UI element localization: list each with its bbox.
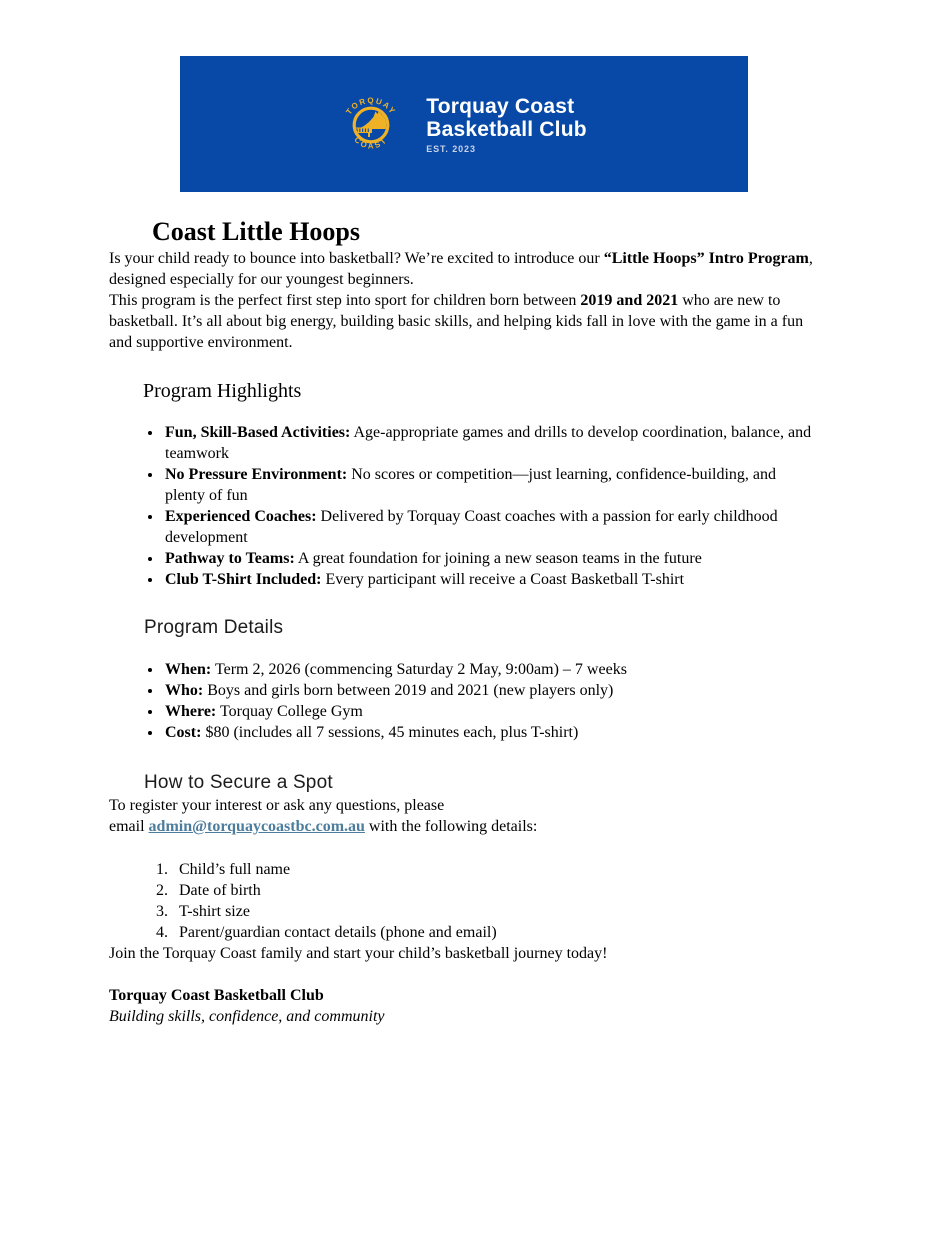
highlights-list bbox=[109, 422, 818, 590]
intro-paragraph-2 bbox=[109, 290, 818, 353]
list-item bbox=[172, 880, 818, 901]
item-label: Who: bbox=[165, 682, 204, 699]
item-text: Child’s full name bbox=[179, 861, 291, 878]
item-label: No Pressure Environment: bbox=[165, 466, 348, 483]
logo-top-arc-text: TORQUAY bbox=[344, 95, 398, 117]
email-link[interactable]: admin@torquaycoastbc.com.au bbox=[148, 818, 365, 835]
item-label: Experienced Coaches: bbox=[165, 508, 317, 525]
page-title: Coast Little Hoops bbox=[152, 217, 360, 246]
list-item bbox=[163, 659, 818, 680]
item-text: Date of birth bbox=[179, 882, 261, 899]
section-heading-program-highlights: Program Highlights bbox=[143, 380, 302, 402]
list-item bbox=[172, 901, 818, 922]
svg-text:COAST bbox=[353, 135, 390, 150]
list-item bbox=[163, 722, 818, 743]
item-text: T-shirt size bbox=[179, 903, 250, 920]
list-item bbox=[163, 548, 818, 569]
club-banner bbox=[180, 56, 748, 192]
logo-bottom-arc-text: COAST bbox=[352, 135, 390, 151]
list-item bbox=[163, 506, 818, 548]
document-body bbox=[0, 216, 927, 1027]
svg-text:TORQUAY bbox=[345, 96, 398, 116]
list-item bbox=[163, 422, 818, 464]
item-text: Every participant will receive a Coast Basketball T-shirt bbox=[321, 571, 685, 588]
item-text: Parent/guardian contact details (phone and email) bbox=[179, 924, 497, 941]
list-item bbox=[163, 464, 818, 506]
document-page bbox=[0, 56, 927, 1256]
item-label: Cost: bbox=[165, 724, 202, 741]
closing-paragraph: Join the Torquay Coast family and start your child’s basketball journey today! bbox=[109, 945, 608, 962]
section-heading-how-to-secure: How to Secure a Spot bbox=[144, 772, 333, 793]
text-run: This program is the perfect first step into sport for children born between bbox=[109, 292, 581, 309]
list-item bbox=[172, 859, 818, 880]
club-name-line-2: Basketball Club bbox=[426, 117, 587, 141]
text-run: To register your interest or ask any questions, please bbox=[109, 797, 445, 814]
banner-content bbox=[340, 89, 587, 159]
item-text: Torquay College Gym bbox=[216, 703, 363, 720]
registration-details-list bbox=[109, 859, 818, 943]
item-label: Pathway to Teams: bbox=[165, 550, 295, 567]
item-text: Boys and girls born between 2019 and 2021 (new players only) bbox=[203, 682, 614, 699]
item-label: Club T-Shirt Included: bbox=[165, 571, 322, 588]
list-item bbox=[163, 701, 818, 722]
item-label: Fun, Skill-Based Activities: bbox=[165, 424, 351, 441]
text-run: , designed especially for our youngest beginners. bbox=[109, 250, 813, 288]
club-name-line-1: Torquay Coast bbox=[426, 94, 575, 118]
list-item bbox=[172, 922, 818, 943]
text-run: who are new to basketball. It’s all about big energy, building basic skills, and helping kids fall in love with the game in a fun and supportive environment. bbox=[109, 292, 804, 351]
item-text: Delivered by Torquay Coast coaches with a passion for early childhood development bbox=[165, 508, 778, 546]
club-logo-icon bbox=[340, 89, 402, 159]
item-text: Age-appropriate games and drills to develop coordination, balance, and teamwork bbox=[165, 424, 812, 462]
intro-paragraph-1 bbox=[109, 248, 818, 290]
item-text: A great foundation for joining a new season teams in the future bbox=[294, 550, 702, 567]
club-name-block bbox=[426, 95, 587, 154]
text-run-bold: “Little Hoops” Intro Program bbox=[603, 250, 809, 267]
item-text: $80 (includes all 7 sessions, 45 minutes each, plus T-shirt) bbox=[201, 724, 579, 741]
established-label: EST. 2023 bbox=[426, 143, 476, 154]
details-list bbox=[109, 659, 818, 743]
signature-club-name: Torquay Coast Basketball Club bbox=[109, 987, 324, 1004]
section-heading-program-details: Program Details bbox=[144, 617, 284, 638]
list-item bbox=[163, 569, 818, 590]
text-run: with the following details: bbox=[364, 818, 538, 835]
item-text: No scores or competition—just learning, confidence-building, and plenty of fun bbox=[165, 466, 776, 504]
register-paragraph bbox=[109, 795, 818, 837]
item-label: When: bbox=[165, 661, 212, 678]
club-tagline: Building skills, confidence, and community bbox=[109, 1008, 385, 1025]
text-run: email bbox=[109, 818, 149, 835]
text-run: Is your child ready to bounce into basketball? We’re excited to introduce our bbox=[109, 250, 604, 267]
item-text: Term 2, 2026 (commencing Saturday 2 May, 9:00am) – 7 weeks bbox=[211, 661, 627, 678]
text-run-bold: 2019 and 2021 bbox=[580, 292, 679, 309]
item-label: Where: bbox=[165, 703, 217, 720]
list-item bbox=[163, 680, 818, 701]
